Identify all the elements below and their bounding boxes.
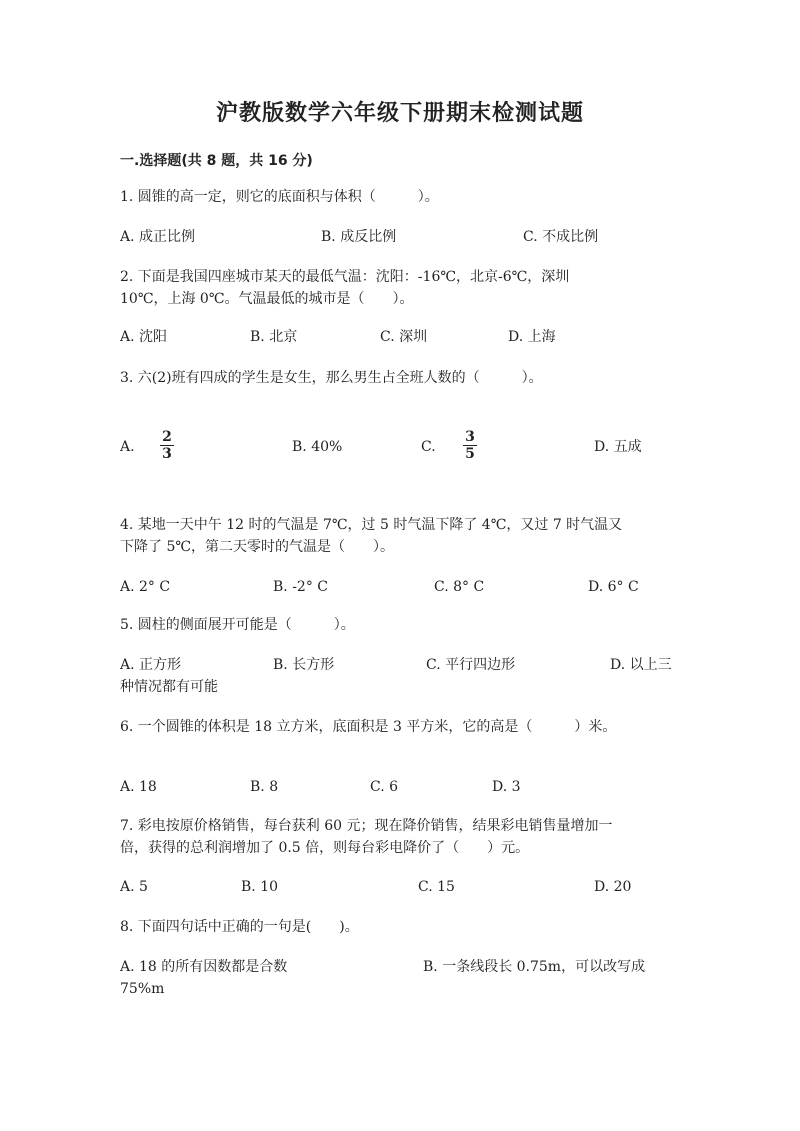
page-title: 沪教版数学六年级下册期末检测试题 [215, 101, 584, 126]
question-4-line-1: 4. 某地一天中午 12 时的气温是 7℃，过 5 时气温下降了 4℃，又过 7 时气温又 [120, 517, 623, 533]
q7-option-d: D. 20 [594, 879, 632, 895]
q6-option-d: D. 3 [492, 779, 521, 795]
question-7-line-2: 倍，获得的总利润增加了 0.5 倍，则每台彩电降价了（ ）元。 [120, 840, 530, 856]
q5-option-b: B. 长方形 [273, 657, 335, 673]
q5-option-d: D. 以上三 [610, 657, 672, 673]
q8-option-b: B. 一条线段长 0.75m，可以改写成 [423, 959, 646, 975]
q4-option-b: B. -2° C [273, 579, 328, 595]
q5-option-d-continued: 种情况都有可能 [120, 679, 218, 695]
q4-option-c: C. 8° C [434, 579, 485, 595]
q3-option-c-label: C. [421, 439, 436, 455]
q4-option-d: D. 6° C [588, 579, 639, 595]
fraction-numerator: 2 [162, 429, 172, 445]
q7-option-a: A. 5 [120, 879, 148, 895]
q5-option-a: A. 正方形 [120, 657, 182, 673]
q6-option-c: C. 6 [370, 779, 399, 795]
fraction-denominator: 5 [465, 446, 475, 462]
q1-option-b: B. 成反比例 [321, 229, 397, 245]
q8-option-a: A. 18 的所有因数都是合数 [120, 959, 288, 975]
q3-option-d: D. 五成 [594, 439, 642, 455]
q2-option-c: C. 深圳 [380, 329, 428, 345]
q3-option-a-label: A. [120, 439, 135, 455]
q3-option-c-fraction [463, 430, 477, 461]
q1-option-a: A. 成正比例 [120, 229, 196, 245]
q4-option-a: A. 2° C [120, 579, 171, 595]
q3-option-a-fraction [160, 430, 174, 461]
question-8: 8. 下面四句话中正确的一句是( )。 [120, 919, 359, 935]
q6-option-b: B. 8 [250, 779, 279, 795]
q3-option-b: B. 40% [292, 439, 343, 455]
q7-option-c: C. 15 [418, 879, 455, 895]
q2-option-d: D. 上海 [508, 329, 556, 345]
q2-option-b: B. 北京 [250, 329, 298, 345]
question-2-line-1: 2. 下面是我国四座城市某天的最低气温：沈阳：-16℃，北京-6℃，深圳 [120, 269, 570, 285]
question-3: 3. 六(2)班有四成的学生是女生，那么男生占全班人数的（ ）。 [120, 370, 543, 386]
q7-option-b: B. 10 [241, 879, 279, 895]
q6-option-a: A. 18 [120, 779, 157, 795]
fraction-numerator: 3 [465, 429, 475, 445]
question-7-line-1: 7. 彩电按原价格销售，每台获利 60 元；现在降价销售，结果彩电销售量增加一 [120, 818, 613, 834]
question-4-line-2: 下降了 5℃，第二天零时的气温是（ ）。 [120, 539, 395, 555]
q2-option-a: A. 沈阳 [120, 329, 168, 345]
question-5: 5. 圆柱的侧面展开可能是（ ）。 [120, 617, 355, 633]
question-1: 1. 圆锥的高一定，则它的底面积与体积（ ）。 [120, 189, 439, 205]
q5-option-c: C. 平行四边形 [426, 657, 516, 673]
q8-option-b-continued: 75%m [120, 981, 165, 997]
fraction-denominator: 3 [162, 446, 172, 462]
question-6: 6. 一个圆锥的体积是 18 立方米，底面积是 3 平方米，它的高是（ ）米。 [120, 719, 617, 735]
question-2-line-2: 10℃，上海 0℃。气温最低的城市是（ ）。 [120, 291, 414, 307]
section-heading: 一.选择题(共 8 题，共 16 分) [120, 153, 313, 169]
q1-option-c: C. 不成比例 [523, 229, 599, 245]
